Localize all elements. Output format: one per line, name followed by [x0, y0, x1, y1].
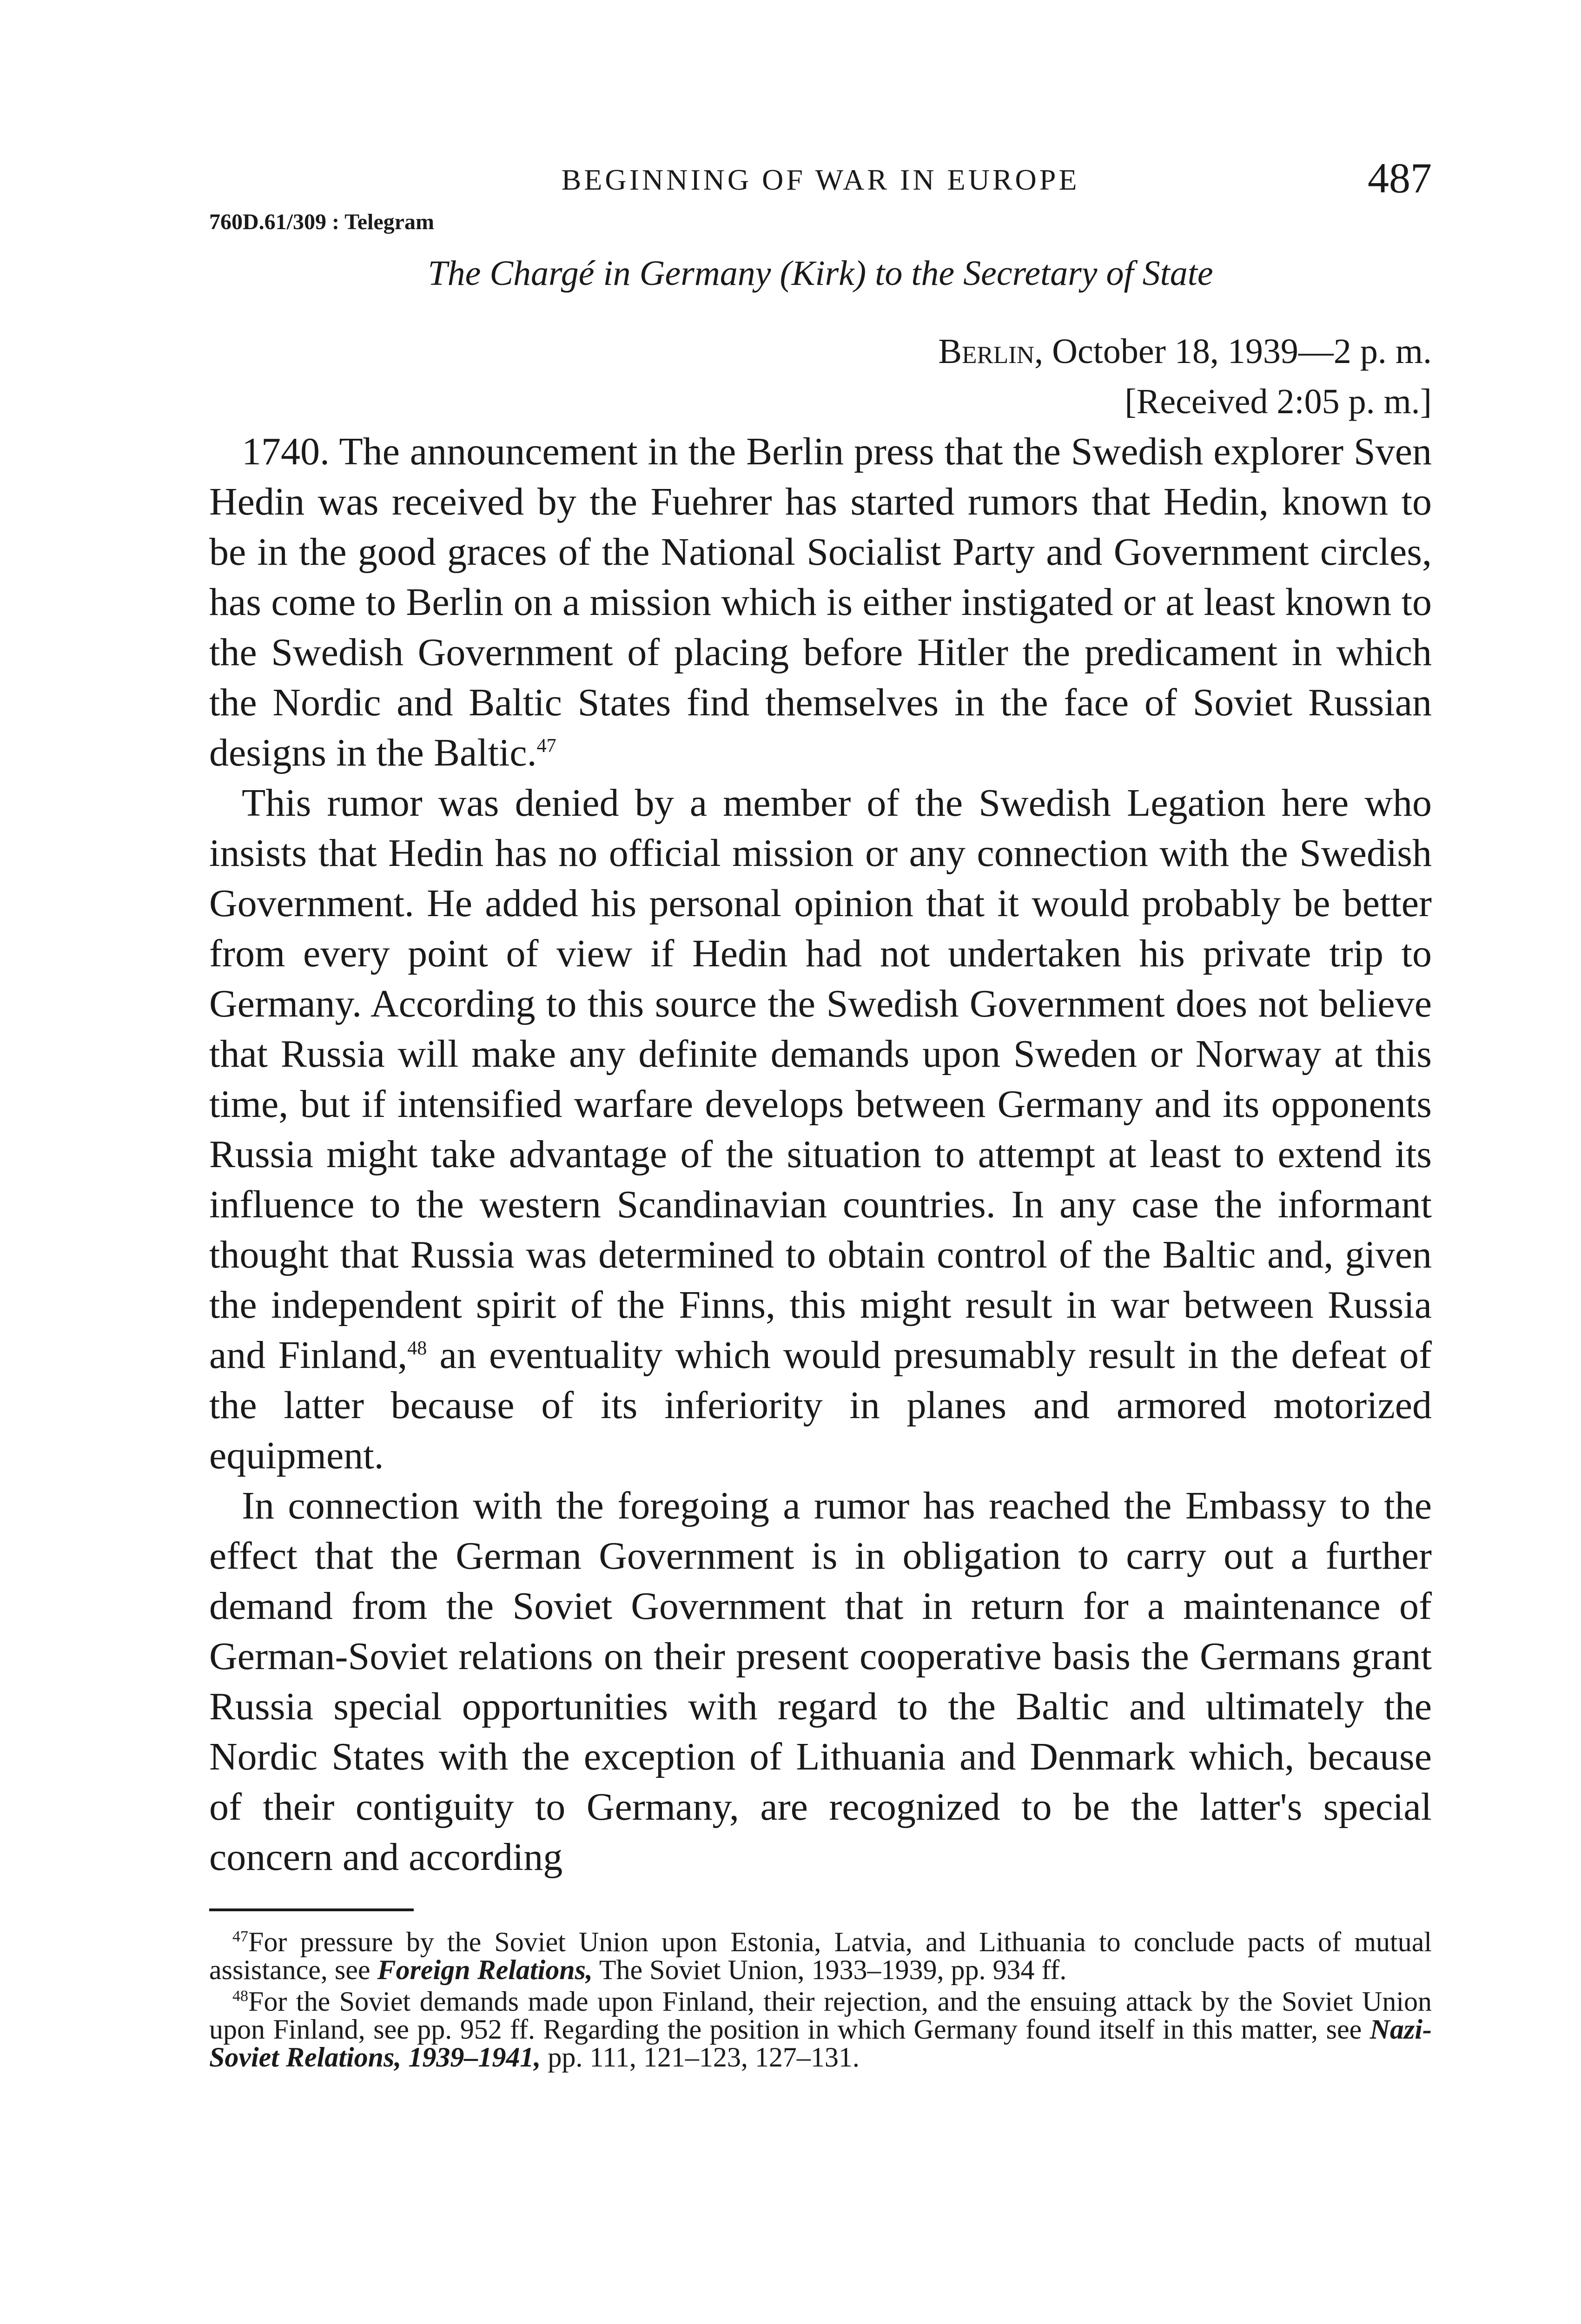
footnote-ref-47[interactable]: 47 [536, 735, 556, 757]
document-title: The Chargé in Germany (Kirk) to the Secretary of State [428, 254, 1213, 293]
telegram-body [209, 427, 1432, 1882]
footnote-citation-title: Nazi-Soviet Relations, 1939–1941, [209, 2014, 1432, 2073]
footnote-ref-48[interactable]: 48 [407, 1338, 427, 1359]
footnote-marker: 47 [232, 1928, 248, 1945]
footnote-text: For pressure by the Soviet Union upon Estonia, Latvia, and Lithuania to conclude pacts of mutual assistance, see [209, 1927, 1432, 1985]
paragraph-3: In connection with the foregoing a rumor has reached the Embassy to the effect that the German Government is in obligation to carry out a further demand from the Soviet Government that in return for a maintenance of German-Soviet relations on their present cooperative basis the Germans grant Russia special opportunities with regard to the Baltic and ultimately the Nordic States with the exception of Lithuania and Denmark which, because of their contiguity to Germany, are recognized to be the latter's special concern and according [209, 1484, 1432, 1879]
footnote-text-end: The Soviet Union, 1933–1939, pp. 934 ff. [592, 1954, 1067, 1985]
dateline-received: [Received 2:05 p. m.] [1125, 382, 1432, 421]
footnote-marker: 48 [232, 1987, 248, 2005]
running-title: BEGINNING OF WAR IN EUROPE [561, 163, 1080, 196]
paragraph-2-text: This rumor was denied by a member of the Swedish Legation here who insists that Hedin has no official mission or any connection with the Swedish Government. He added his personal opinion that it would probably be better from every point of view if Hedin had not undertaken his private trip to Germany. According to this source the Swedish Government does not believe that Russia will make any definite demands upon Sweden or Norway at this time, but if intensified warfare develops between Germany and its opponents Russia might take advantage of the situation to attempt at least to extend its influence to the western Scandinavian countries. In any case the informant thought that Russia was determined to obtain control of the Baltic and, given the independent spirit of the Finns, this might result in war between Russia and Finland, [209, 781, 1432, 1377]
footnotes [209, 1928, 1432, 2071]
dateline-place: Berlin [938, 332, 1035, 371]
paragraph-1 [209, 427, 1432, 778]
running-header [209, 153, 1432, 209]
file-number: 760D.61/309 : Telegram [209, 210, 434, 234]
dateline [209, 326, 1432, 427]
dateline-sent [209, 326, 1432, 376]
paragraph-1-text: 1740. The announcement in the Berlin press that the Swedish explorer Sven Hedin was received by the Fuehrer has started rumors that Hedin, known to be in the good graces of the National Socialist Party and Government circles, has come to Berlin on a mission which is either instigated or at least known to the Swedish Government of placing before Hitler the predicament in which the Nordic and Baltic States find themselves in the face of Soviet Russian designs in the Baltic. [209, 430, 1432, 774]
footnote-citation-title: Foreign Relations, [377, 1954, 593, 1985]
page-number: 487 [1368, 154, 1432, 202]
footnote-48 [209, 1987, 1432, 2071]
footnote-text: For the Soviet demands made upon Finland, their rejection, and the ensuing attack by the Soviet Union upon Finland, see pp. 952 ff. Regarding the position in which Germany found itself in this matter, see [209, 1986, 1432, 2045]
footnote-divider [209, 1908, 414, 1911]
paragraph-2 [209, 778, 1432, 1481]
footnote-47 [209, 1928, 1432, 1984]
document-page [209, 153, 1432, 2071]
paragraph-2-text-continued: an eventuality which would presumably result in the defeat of the latter because of its inferiority in planes and armored motorized equipment. [209, 1334, 1432, 1477]
dateline-date: , October 18, 1939—2 p. m. [1034, 332, 1432, 371]
footnote-text-end: pp. 111, 121–123, 127–131. [541, 2042, 860, 2073]
